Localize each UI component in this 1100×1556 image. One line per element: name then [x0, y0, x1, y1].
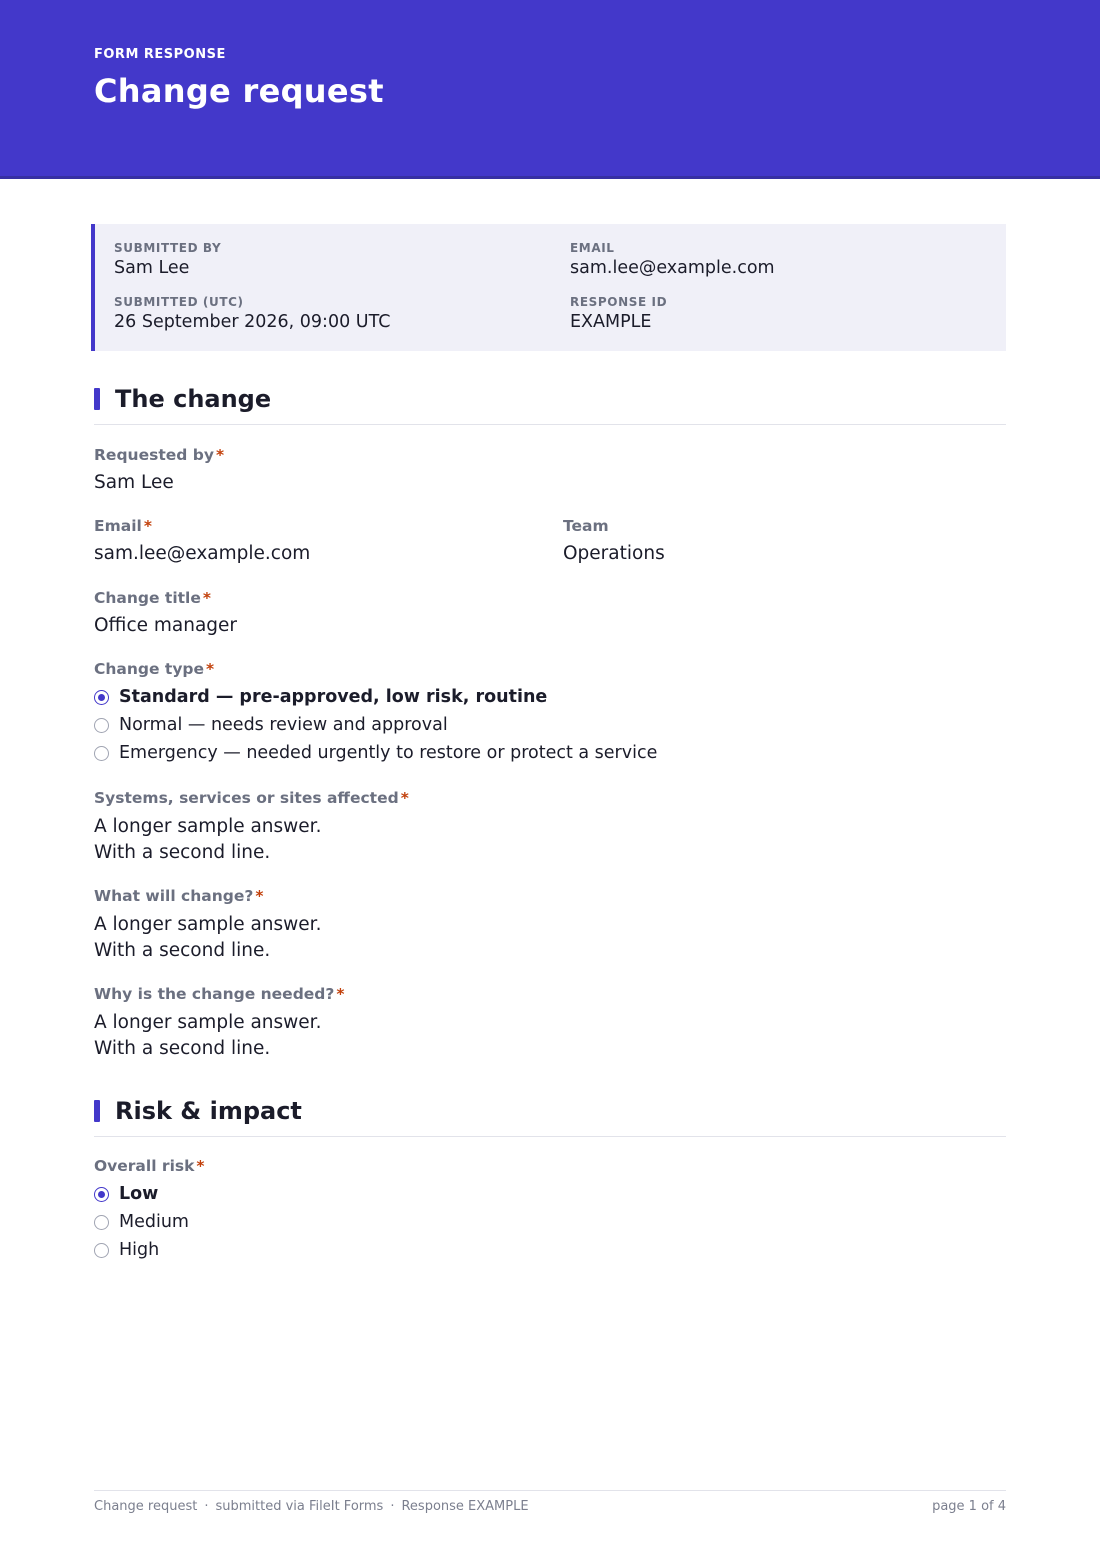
radio-selected-icon: [94, 1187, 109, 1202]
section-heading-the-change: [94, 384, 1006, 425]
radio-group-change-type: [94, 683, 657, 767]
required-marker: *: [215, 446, 225, 464]
field-change-title: [94, 589, 237, 639]
radio-selected-icon: [94, 690, 109, 705]
page-footer: [94, 1490, 1006, 1514]
page-title: Change request: [94, 72, 384, 110]
radio-group-overall-risk: [94, 1180, 205, 1264]
meta-value: Sam Lee: [114, 258, 190, 278]
field-systems-affected: [94, 789, 409, 866]
radio-option-low: [94, 1180, 205, 1208]
meta-submitted-utc: [114, 295, 390, 333]
radio-option-high: [94, 1236, 205, 1264]
footer-response: Response EXAMPLE: [401, 1499, 529, 1514]
field-overall-risk: [94, 1157, 205, 1264]
footer-separator: ·: [204, 1499, 209, 1514]
field-what-will-change: [94, 887, 321, 964]
field-label: Overall risk *: [94, 1157, 205, 1175]
section-title: Risk & impact: [115, 1097, 302, 1125]
required-marker: *: [255, 887, 264, 905]
required-marker: *: [196, 1157, 205, 1175]
meta-value: 26 September 2026, 09:00 UTC: [114, 312, 391, 332]
required-marker: *: [400, 789, 409, 807]
form-header: [0, 0, 1100, 179]
field-label: Change title *: [94, 589, 211, 607]
field-value: Operations: [563, 543, 665, 564]
radio-option-medium: [94, 1208, 205, 1236]
field-team: [563, 517, 665, 567]
field-why-needed: [94, 985, 345, 1062]
meta-value: EXAMPLE: [570, 312, 652, 332]
field-value: [94, 1010, 345, 1062]
form-eyebrow: FORM RESPONSE: [94, 47, 226, 62]
radio-empty-icon: [94, 1243, 109, 1258]
footer-via: submitted via FileIt Forms: [215, 1499, 384, 1514]
answer-line: A longer sample answer.: [94, 1012, 322, 1033]
field-label: Systems, services or sites affected *: [94, 789, 409, 807]
field-label: What will change? *: [94, 887, 264, 905]
field-email: [94, 517, 310, 567]
required-marker: *: [202, 589, 211, 607]
option-label: Normal — needs review and approval: [119, 715, 448, 735]
meta-label: SUBMITTED (UTC): [114, 295, 244, 309]
field-label: Requested by *: [94, 446, 225, 464]
field-value: Sam Lee: [94, 472, 174, 493]
answer-line: With a second line.: [94, 842, 271, 863]
field-value: sam.lee@example.com: [94, 543, 311, 564]
field-label: Why is the change needed? *: [94, 985, 345, 1003]
submission-meta: [91, 224, 1006, 351]
section-accent-bar: [94, 1100, 100, 1122]
section-accent-bar: [94, 388, 100, 410]
radio-option-standard: [94, 683, 657, 711]
field-value: Office manager: [94, 615, 238, 636]
radio-empty-icon: [94, 746, 109, 761]
answer-line: With a second line.: [94, 940, 271, 961]
answer-line: With a second line.: [94, 1038, 271, 1059]
radio-empty-icon: [94, 1215, 109, 1230]
field-label: Change type *: [94, 660, 215, 678]
field-value: [94, 814, 409, 866]
footer-separator: ·: [390, 1499, 395, 1514]
meta-label: EMAIL: [570, 241, 615, 255]
section-title: The change: [115, 385, 272, 413]
required-marker: *: [143, 517, 152, 535]
option-label: High: [119, 1240, 160, 1260]
footer-info: [94, 1499, 529, 1514]
field-label: Team: [563, 517, 609, 535]
radio-option-normal: [94, 711, 657, 739]
answer-line: A longer sample answer.: [94, 914, 322, 935]
option-label: Low: [119, 1184, 159, 1204]
option-label: Medium: [119, 1212, 189, 1232]
meta-submitted-by: [114, 241, 221, 279]
required-marker: *: [206, 660, 215, 678]
meta-email: [570, 241, 775, 279]
field-requested-by: [94, 446, 224, 496]
radio-empty-icon: [94, 718, 109, 733]
footer-doc-name: Change request: [94, 1499, 198, 1514]
field-label: Email *: [94, 517, 152, 535]
required-marker: *: [336, 985, 345, 1003]
meta-response-id: [570, 295, 667, 333]
answer-line: A longer sample answer.: [94, 816, 322, 837]
option-label: Standard — pre-approved, low risk, routine: [119, 687, 548, 707]
section-heading-risk-impact: [94, 1096, 1006, 1137]
meta-value: sam.lee@example.com: [570, 258, 775, 278]
field-change-type: [94, 660, 657, 767]
page-number: page 1 of 4: [932, 1499, 1006, 1514]
field-value: [94, 912, 321, 964]
radio-option-emergency: [94, 739, 657, 767]
option-label: Emergency — needed urgently to restore or protect a service: [119, 743, 658, 763]
meta-label: RESPONSE ID: [570, 295, 668, 309]
meta-label: SUBMITTED BY: [114, 241, 222, 255]
